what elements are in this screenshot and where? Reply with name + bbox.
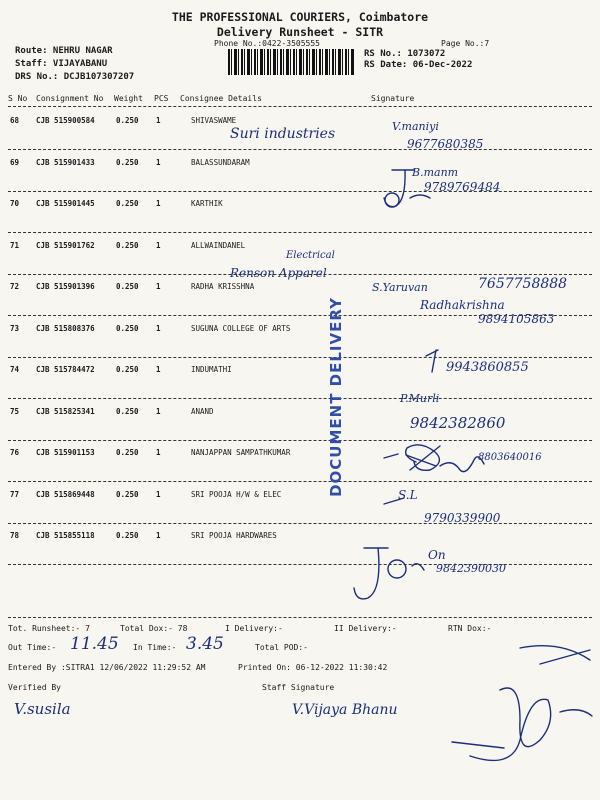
hw-r77-signature: On — [428, 548, 446, 562]
row-sno: 72 — [10, 282, 20, 291]
row-pcs: 1 — [156, 282, 161, 291]
row-consignee: KARTHIK — [191, 199, 223, 208]
row-weight: 0.250 — [116, 199, 139, 208]
out-time-label: Out Time:- — [8, 643, 57, 652]
page-number: Page No.:7 — [441, 39, 490, 48]
row-consignee: SHIVASWAME — [191, 116, 237, 125]
hw-r74-signature: P.Murli — [400, 392, 440, 405]
hw-r71-note2: Renson Apparel — [230, 266, 327, 280]
row-weight: 0.250 — [116, 116, 139, 125]
drs-number: DRS No.: DCJB107307207 — [15, 72, 135, 82]
row-pcs: 1 — [156, 199, 161, 208]
company-title: THE PROFESSIONAL COURIERS, Coimbatore — [171, 10, 429, 24]
total-dox: Total Dox:- 78 — [120, 624, 188, 633]
row-consignment-no: CJB 515901445 — [36, 199, 95, 208]
hw-verified-signature: V.susila — [14, 700, 71, 718]
row-pcs: 1 — [156, 158, 161, 167]
hw-r72-phone: 9894105863 — [478, 312, 555, 326]
row-consignee: RADHA KRISSHNA — [191, 282, 255, 291]
hw-r68-phone: 9677680385 — [407, 137, 484, 151]
row-consignee: ANAND — [191, 407, 214, 416]
row-consignment-no: CJB 515901433 — [36, 158, 95, 167]
staff-signature-label: Staff Signature — [262, 683, 335, 692]
row-consignee: NANJAPPAN SAMPATHKUMAR — [191, 448, 291, 457]
rtn-dox: RTN Dox:- — [448, 624, 492, 633]
hw-r71-signature: S.Yaruvan — [372, 281, 428, 294]
row-consignee: SRI POOJA HARDWARES — [191, 531, 277, 540]
row-sno: 70 — [10, 199, 20, 208]
row-consignment-no: CJB 515901762 — [36, 241, 95, 250]
col-consignment: Consignment No — [36, 94, 104, 103]
row-sno: 74 — [10, 365, 20, 374]
row-pcs: 1 — [156, 116, 161, 125]
hw-r77-phone: 9842390030 — [436, 562, 506, 575]
footer-divider — [8, 617, 592, 618]
hw-r76-phone: 9790339900 — [424, 511, 501, 525]
row-consignment-no: CJB 515808376 — [36, 324, 95, 333]
row-weight: 0.250 — [116, 282, 139, 291]
row-pcs: 1 — [156, 241, 161, 250]
rs-number: RS No.: 1073072 — [364, 49, 446, 59]
hw-r76-signature: S.L — [398, 488, 418, 502]
row-consignee: SUGUNA COLLEGE OF ARTS — [191, 324, 291, 333]
row-sno: 78 — [10, 531, 20, 540]
hw-r72-signature: Radhakrishna — [420, 298, 505, 312]
staff: Staff: VIJAYABANU — [15, 59, 108, 69]
entered-by: Entered By :SITRA1 12/06/2022 11:29:52 AM — [8, 663, 206, 672]
row-consignment-no: CJB 515869448 — [36, 490, 95, 499]
row-weight: 0.250 — [116, 324, 139, 333]
hw-r68-note: Suri industries — [230, 126, 336, 142]
col-consignee: Consignee Details — [180, 94, 262, 103]
printed-on: Printed On: 06-12-2022 11:30:42 — [238, 663, 388, 672]
row-weight: 0.250 — [116, 448, 139, 457]
phone-number: Phone No.:0422-3505555 — [214, 39, 320, 48]
row-pcs: 1 — [156, 448, 161, 457]
runsheet-subtitle: Delivery Runsheet - SITR — [216, 25, 384, 39]
row-consignment-no: CJB 515901396 — [36, 282, 95, 291]
total-pod: Total POD:- — [255, 643, 308, 652]
row-pcs: 1 — [156, 490, 161, 499]
row-weight: 0.250 — [116, 490, 139, 499]
tot-runsheet: Tot. Runsheet:- 7 — [8, 624, 90, 633]
row-sno: 73 — [10, 324, 20, 333]
row-sno: 75 — [10, 407, 20, 416]
hw-out-time: 11.45 — [70, 634, 119, 654]
hw-r71-note1: Electrical — [286, 250, 335, 261]
hw-r69-phone: 9789769484 — [424, 180, 501, 194]
hw-in-time: 3.45 — [186, 634, 224, 654]
row-consignee: SRI POOJA H/W & ELEC — [191, 490, 282, 499]
rs-date: RS Date: 06-Dec-2022 — [364, 60, 473, 70]
row-pcs: 1 — [156, 365, 161, 374]
row-pcs: 1 — [156, 407, 161, 416]
row-consignment-no: CJB 515825341 — [36, 407, 95, 416]
row-weight: 0.250 — [116, 365, 139, 374]
row-consignment-no: CJB 515900584 — [36, 116, 95, 125]
hw-r68-signature: V.maniyi — [392, 120, 439, 133]
row-consignee: INDUMATHI — [191, 365, 232, 374]
row-weight: 0.250 — [116, 158, 139, 167]
row-sno: 77 — [10, 490, 20, 499]
row-consignment-no: CJB 515855118 — [36, 531, 95, 540]
row-consignment-no: CJB 515901153 — [36, 448, 95, 457]
i-delivery: I Delivery:- — [225, 624, 283, 633]
hw-r73-phone: 9943860855 — [446, 360, 529, 375]
col-pcs: PCS — [154, 94, 169, 103]
stamp-text: DOCUMENT DELIVERY — [327, 297, 345, 497]
row-sno: 69 — [10, 158, 20, 167]
row-weight: 0.250 — [116, 407, 139, 416]
hw-r75-phone: 8803640016 — [478, 452, 542, 463]
hw-r71-phone: 7657758888 — [478, 276, 568, 292]
row-weight: 0.250 — [116, 241, 139, 250]
row-sno: 71 — [10, 241, 20, 250]
row-consignment-no: CJB 515784472 — [36, 365, 95, 374]
row-sno: 76 — [10, 448, 20, 457]
row-weight: 0.250 — [116, 531, 139, 540]
col-signature: Signature — [371, 94, 415, 103]
hw-r69-signature: B.manm — [412, 166, 459, 179]
row-pcs: 1 — [156, 531, 161, 540]
ii-delivery: II Delivery:- — [334, 624, 397, 633]
row-pcs: 1 — [156, 324, 161, 333]
row-consignee: ALLWAINDANEL — [191, 241, 246, 250]
col-weight: Weight — [114, 94, 143, 103]
hw-r74-phone: 9842382860 — [410, 414, 506, 432]
verified-by: Verified By — [8, 683, 61, 692]
col-sno: S No — [8, 94, 28, 103]
route: Route: NEHRU NAGAR — [15, 46, 113, 56]
hw-staff-signature: V.Vijaya Bhanu — [292, 702, 398, 718]
in-time-label: In Time:- — [133, 643, 177, 652]
row-sno: 68 — [10, 116, 20, 125]
row-consignee: BALASSUNDARAM — [191, 158, 250, 167]
